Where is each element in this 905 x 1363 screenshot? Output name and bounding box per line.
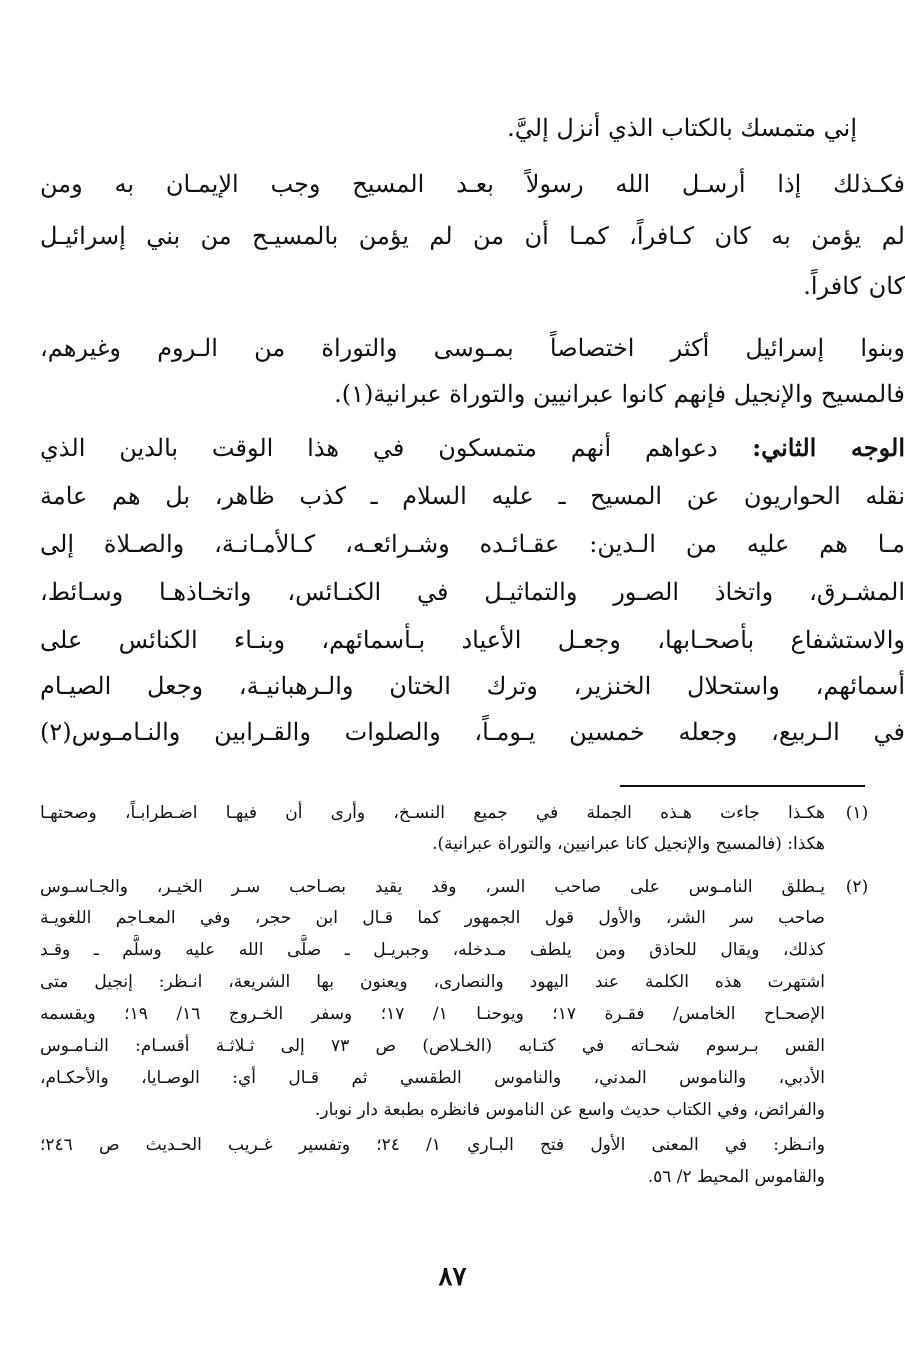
text-line: والاستشفاع بأصحـابها، وجعـل الأعياد بـأسمائهم، وبنـاء الكنائس على	[40, 626, 905, 654]
footnote-marker: (١)	[845, 803, 869, 823]
text-line: المشـرق، واتخاذ الصـور والتماثيـل في الكنـائس، واتخـاذهـا وسـائط،	[40, 578, 905, 606]
text-line: الوجه الثاني: دعواهم أنهم متمسكون في هذا الوقت بالدين الذي	[40, 433, 905, 462]
footnote-line: والقاموس المحيط ٢/ ٥٦.	[647, 1167, 825, 1187]
footnote-line: كذلك، ويقال للحاذق ومن يلطف مـدخله، وجبريـل ـ صلَّى الله عليه وسلَّم ـ وقـد	[40, 940, 825, 960]
text-line: فكـذلك إذا أرسـل الله رسولاً بعـد المسيح وجب الإيمـان به ومن	[40, 170, 905, 198]
text-line: أسمائهم، واستحلال الخنزير، وترك الختان والـرهبانيـة، وجعل الصيـام	[40, 672, 905, 700]
footnote-line: اشتهرت هذه الكلمة عند اليهود والنصارى، ويعنون بها الشريعة، انـظر: إنجيل متى	[40, 972, 825, 992]
text-line: كان كافراً.	[803, 272, 905, 300]
footnote-line: القس بـرسوم شحـاته في كتـابه (الخـلاص) ص ٧٣ إلى ثـلاثـة أقسـام: النـامـوس	[40, 1036, 825, 1056]
text-line: لم يؤمن به كان كـافراً، كمـا أن من لم يؤمن بالمسيـح من بني إسرائيـل	[40, 222, 905, 250]
footnote-line: وانـظر: في المعنى الأول فتح البـاري ١/ ٢٤؛ وتفسير غـريب الحـديث ص ٢٤٦؛	[40, 1135, 825, 1155]
footnote-line: الإصحـاح الخامس/ فقـرة ١٧؛ ويوحنـا ١/ ١٧؛ وسفر الخـروج ١٦/ ١٩؛ ويقسمه	[40, 1004, 825, 1024]
text-line: وبنوا إسرائيل أكثر اختصاصاً بمـوسى والتوراة من الـروم وغيرهم،	[40, 334, 905, 362]
page-number: ٨٧	[438, 1262, 467, 1292]
text-line: مـا هم عليه من الـدين: عقـائـده وشـرائعـه، كـالأمـانـة، والصـلاة إلى	[40, 530, 905, 558]
footnote-line: والفرائض، وفي الكتاب حديث واسع عن الناموس فانظره بطبعة دار نوبار.	[315, 1100, 825, 1120]
text-line: إني متمسك بالكتاب الذي أنزل إليَّ.	[507, 114, 857, 142]
footnote-separator	[620, 785, 865, 787]
footnote-line: يـطلق النامـوس على صاحب السر، وقد يقيد بصـاحب سـر الخيـر، والجـاسـوس	[40, 877, 825, 897]
footnote-line: هكـذا جاءت هـذه الجملة في جميع النسـخ، وأرى أن فيهـا اضـطرابـاً، وصحتهـا	[40, 803, 825, 823]
footnote-line: صاحب سر الشر، والأول قول الجمهور كما قـال ابن حجر، وفي المعـاجم اللغويـة	[40, 908, 825, 928]
footnote-line: هكذا: (فالمسيح والإنجيل كانا عبرانيين، والتوراة عبرانية).	[432, 834, 825, 854]
footnote-line: الأدبي، والناموس المدني، والناموس الطقسي ثم قـال أي: الوصـايا، والأحكـام،	[40, 1068, 825, 1088]
section-heading: الوجه الثاني:	[717, 433, 905, 462]
footnote-marker: (٢)	[845, 877, 869, 897]
text-line: نقله الحواريون عن المسيح ـ عليه السلام ـ كذب ظاهر، بل هم عامة	[40, 482, 905, 510]
text-line: في الـربيع، وجعله خمسين يـومـاً، والصلوات والقـرابين والنـامـوس(٢)	[40, 718, 905, 746]
text-line: فالمسيح والإنجيل فإنهم كانوا عبرانيين والتوراة عبرانية(١).	[334, 380, 905, 408]
